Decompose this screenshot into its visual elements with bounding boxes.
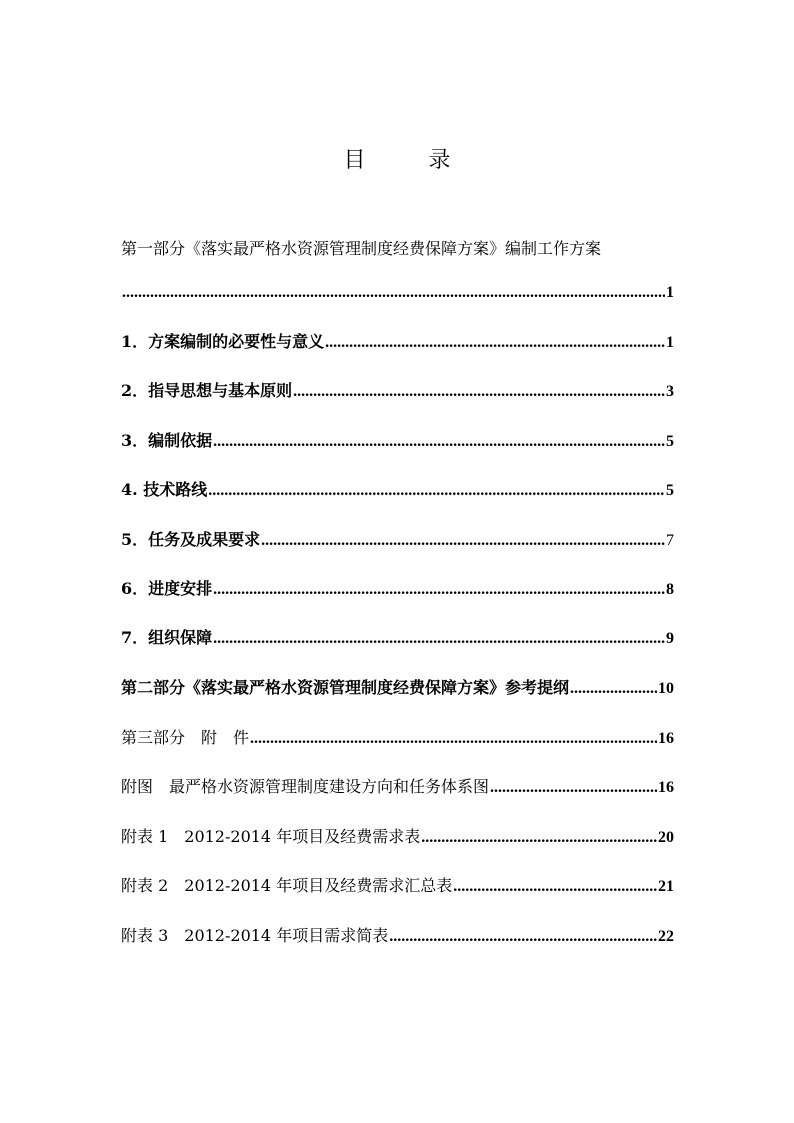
toc-entry [121,529,674,552]
toc-page-number: 7 [666,532,674,549]
toc-appendix-table-label: 附表 3 2012-2014 年项目需求简表 [121,926,389,945]
toc-appendix-figure-label: 附图 最严格水资源管理制度建设方向和任务体系图 [121,777,490,796]
toc-page-number: 10 [658,680,674,697]
leader-dots [490,777,657,799]
toc-appendix-table [121,925,674,948]
toc-entry [121,380,674,403]
toc-page-number: 1 [666,284,674,301]
toc-appendix-table-label: 附表 2 2012-2014 年项目及经费需求汇总表 [121,876,453,895]
toc-entry-label: 7．组织保障 [121,628,213,647]
toc-page-number: 16 [658,779,674,796]
toc-appendix-table [121,875,674,898]
toc-part1-heading [121,238,674,260]
toc-entry-label: 4. 技术路线 [121,480,208,499]
toc-entry [121,479,674,502]
toc-page-number: 20 [658,829,674,846]
toc-entry [121,331,674,354]
toc-entry-label: 2．指导思想与基本原则 [121,381,293,400]
toc-page-number: 5 [666,433,674,450]
leader-dots [570,678,657,700]
toc-part3 [121,727,674,750]
toc-entry-label: 1．方案编制的必要性与意义 [121,332,325,351]
toc-part1-leader-line [121,282,674,304]
leader-dots [122,282,665,304]
toc-appendix-table-label: 附表 1 2012-2014 年项目及经费需求表 [121,827,421,846]
leader-dots [421,827,657,849]
toc-title: 目 录 [343,148,479,173]
toc-entry [121,578,674,601]
toc-part3-label: 第三部分 附 件 [121,728,250,747]
toc-appendix-figure [121,776,674,799]
toc-page-number: 9 [666,630,674,647]
toc-entry-label: 6．进度安排 [121,579,213,598]
toc-appendix-table [121,826,674,849]
leader-dots [325,332,665,354]
leader-dots [389,926,657,948]
leader-dots [261,530,665,552]
toc-entry-label: 3．编制依据 [121,431,213,450]
toc-page-number: 22 [658,928,674,945]
toc-page-number: 16 [658,730,674,747]
toc-entry [121,627,674,650]
toc-entry-label: 5．任务及成果要求 [121,530,261,549]
toc-page-number: 21 [658,878,674,895]
toc-page-number: 1 [666,334,674,351]
toc-page-number: 3 [666,383,674,400]
leader-dots [250,728,657,750]
leader-dots [213,431,665,453]
leader-dots [213,579,665,601]
leader-dots [213,628,665,650]
toc-part2-label: 第二部分《落实最严格水资源管理制度经费保障方案》参考提纲 [121,678,570,697]
toc-entry [121,430,674,453]
leader-dots [453,876,657,898]
toc-page-number: 5 [666,482,674,499]
leader-dots [293,381,665,403]
toc-part2 [121,677,674,700]
leader-dots [208,480,665,502]
toc-page-number: 8 [666,581,674,598]
toc-part1-label: 第一部分《落实最严格水资源管理制度经费保障方案》编制工作方案 [121,239,602,258]
